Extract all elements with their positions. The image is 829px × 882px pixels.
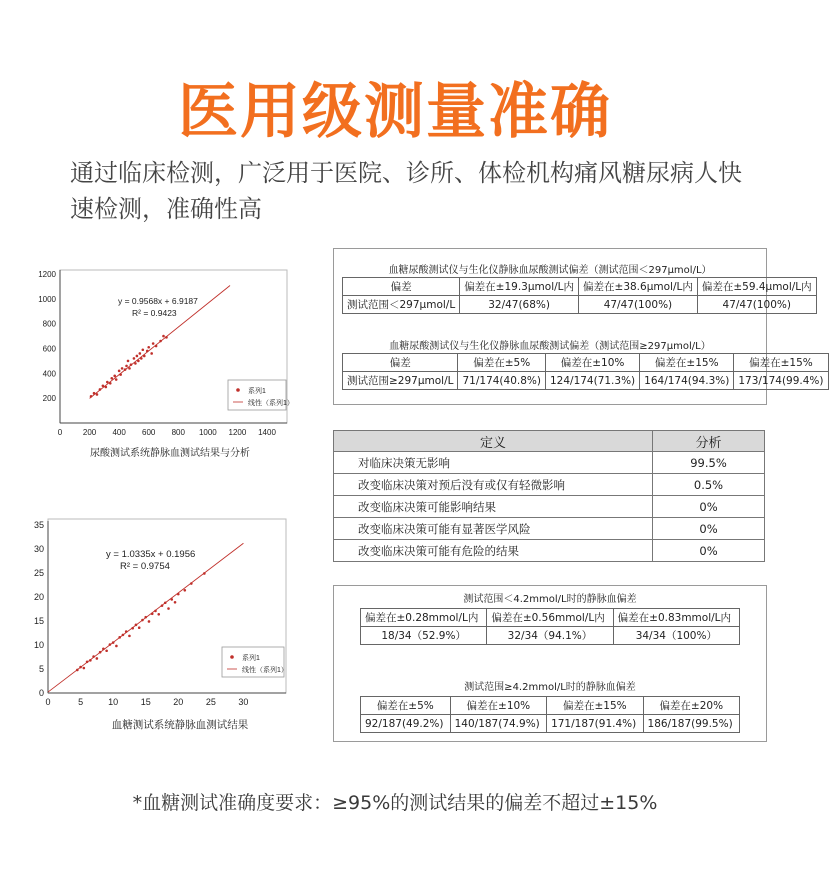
analysis-cell: 0% xyxy=(653,496,765,518)
data-point xyxy=(136,355,139,358)
y-tick-label: 30 xyxy=(33,544,44,554)
table4-cell: 171/187(91.4%) xyxy=(547,715,643,733)
data-point xyxy=(184,589,187,592)
table2-caption: 血糖尿酸测试仪与生化仪静脉血尿酸测试偏差（测试范围≥297μmol/L） xyxy=(389,341,711,352)
table3-caption: 测试范围＜4.2mmol/L时的静脉血偏差 xyxy=(463,594,637,605)
analysis-cell: 99.5% xyxy=(653,452,765,474)
y-tick-label: 800 xyxy=(42,319,56,329)
table3-header: 偏差在±0.56mmol/L内 xyxy=(487,609,613,627)
data-point xyxy=(150,352,153,355)
data-point xyxy=(148,620,151,623)
trendline-equation: y = 0.9568x + 6.9187 xyxy=(118,296,198,306)
data-point xyxy=(139,352,142,355)
table4-header: 偏差在±15% xyxy=(547,697,643,715)
data-point xyxy=(128,635,131,638)
table3-cell: 32/34（94.1%） xyxy=(487,627,613,645)
table1-cell: 32/47(68%) xyxy=(460,296,579,314)
table4-header: 偏差在±20% xyxy=(643,697,739,715)
table2-header: 偏差在±15% xyxy=(640,354,734,372)
y-tick-label: 200 xyxy=(42,394,56,404)
data-point xyxy=(157,613,160,616)
glucose-chart xyxy=(30,515,300,740)
data-point xyxy=(115,645,118,648)
data-point xyxy=(162,335,165,338)
table1-header: 偏差在±59.4μmol/L内 xyxy=(697,278,816,296)
legend-marker xyxy=(230,655,234,659)
table2-cell: 测试范围≥297μmol/L xyxy=(343,372,458,390)
x-tick-label: 1400 xyxy=(258,428,276,437)
x-tick-label: 0 xyxy=(57,428,63,437)
table4-header: 偏差在±10% xyxy=(450,697,546,715)
data-point xyxy=(105,649,108,652)
y-tick-label: 5 xyxy=(38,664,44,674)
x-tick-label: 10 xyxy=(108,697,119,707)
uric-acid-low-range-table xyxy=(342,277,817,314)
table4-cell: 140/187(74.9%) xyxy=(450,715,546,733)
table1-cell: 47/47(100%) xyxy=(579,296,698,314)
data-point xyxy=(133,357,136,360)
glucose-scatter-plot xyxy=(30,515,300,740)
uric-acid-chart-caption: 尿酸测试系统静脉血测试结果与分析 xyxy=(90,448,250,459)
glucose-high-range-table xyxy=(360,696,740,733)
table3-cell: 34/34（100%） xyxy=(613,627,739,645)
data-point xyxy=(115,378,118,381)
data-point xyxy=(138,626,141,629)
table2-header: 偏差在±5% xyxy=(458,354,546,372)
subtitle: 通过临床检测，广泛用于医院、诊所、体检机构痛风糖尿病人快速检测，准确性高 xyxy=(70,159,742,223)
y-tick-label: 10 xyxy=(33,640,44,650)
x-tick-label: 0 xyxy=(45,697,51,707)
legend-trendline-label: 线性（系列1） xyxy=(248,400,294,407)
table1-cell: 47/47(100%) xyxy=(697,296,816,314)
uric-acid-scatter-plot xyxy=(30,258,292,463)
table1-header: 偏差在±19.3μmol/L内 xyxy=(460,278,579,296)
uric-acid-high-range-table xyxy=(342,353,829,390)
table4-caption: 测试范围≥4.2mmol/L时的静脉血偏差 xyxy=(464,682,636,693)
r-squared-label: R² = 0.9423 xyxy=(132,308,177,318)
legend-series-label: 系列1 xyxy=(242,655,260,662)
x-tick-label: 20 xyxy=(173,697,184,707)
table3-header: 偏差在±0.83mmol/L内 xyxy=(613,609,739,627)
y-tick-label: 1200 xyxy=(38,270,56,279)
glucose-deviation-panel xyxy=(333,585,767,742)
y-tick-label: 0 xyxy=(38,688,44,698)
data-point xyxy=(127,360,130,363)
data-point xyxy=(174,601,177,604)
table1-header: 偏差在±38.6μmol/L内 xyxy=(579,278,698,296)
x-tick-label: 600 xyxy=(142,428,156,437)
data-point xyxy=(167,607,170,610)
data-point xyxy=(152,342,155,345)
data-point xyxy=(147,346,150,349)
x-tick-label: 1000 xyxy=(198,428,217,437)
definition-cell: 改变临床决策对预后没有或仅有轻微影响 xyxy=(334,474,653,496)
x-tick-label: 200 xyxy=(82,428,97,437)
data-point xyxy=(142,348,145,351)
uric-acid-deviation-panel xyxy=(333,248,824,405)
y-tick-label: 400 xyxy=(42,369,56,379)
table1-cell: 测试范围＜297μmol/L xyxy=(343,296,460,314)
analysis-cell: 0% xyxy=(653,540,765,562)
data-point xyxy=(83,667,86,670)
legend-series-label: 系列1 xyxy=(248,388,266,395)
analysis-header: 分析 xyxy=(653,431,765,452)
table2-cell: 164/174(94.3%) xyxy=(640,372,734,390)
table4-header: 偏差在±5% xyxy=(361,697,451,715)
table2-cell: 71/174(40.8%) xyxy=(458,372,546,390)
y-tick-label: 20 xyxy=(33,592,44,602)
glucose-chart-caption: 血糖测试系统静脉血测试结果 xyxy=(111,719,249,731)
uric-acid-chart xyxy=(30,258,292,463)
table1-caption: 血糖尿酸测试仪与生化仪静脉血尿酸测试偏差（测试范围＜297μmol/L） xyxy=(388,265,712,276)
y-tick-label: 25 xyxy=(33,568,44,578)
data-point xyxy=(113,375,116,378)
analysis-cell: 0% xyxy=(653,518,765,540)
x-tick-label: 30 xyxy=(238,697,249,707)
legend-marker xyxy=(236,388,240,392)
definition-cell: 对临床决策无影响 xyxy=(334,452,653,474)
y-tick-label: 1000 xyxy=(38,294,56,304)
table2-cell: 173/174(99.4%) xyxy=(734,372,828,390)
table2-header: 偏差在±10% xyxy=(545,354,639,372)
y-tick-label: 15 xyxy=(33,616,44,626)
table4-cell: 186/187(99.5%) xyxy=(643,715,739,733)
definition-cell: 改变临床决策可能有显著医学风险 xyxy=(334,518,653,540)
x-tick-label: 5 xyxy=(78,697,84,707)
table2-header: 偏差在±15% xyxy=(734,354,828,372)
table2-header: 偏差 xyxy=(343,354,458,372)
data-point xyxy=(121,367,124,370)
definition-cell: 改变临床决策可能有危险的结果 xyxy=(334,540,653,562)
definition-header: 定义 xyxy=(334,431,653,452)
page-title: 医用级测量准确 xyxy=(178,77,612,147)
data-point xyxy=(96,657,99,660)
table1-header: 偏差 xyxy=(343,278,460,296)
table3-cell: 18/34（52.9%） xyxy=(361,627,487,645)
definition-cell: 改变临床决策可能影响结果 xyxy=(334,496,653,518)
glucose-low-range-table xyxy=(360,608,740,645)
x-tick-label: 800 xyxy=(171,428,185,437)
data-point xyxy=(125,365,128,368)
clinical-impact-table xyxy=(333,430,765,562)
table4-cell: 92/187(49.2%) xyxy=(361,715,451,733)
table3-header: 偏差在±0.28mmol/L内 xyxy=(361,609,487,627)
y-tick-label: 600 xyxy=(42,344,56,354)
y-tick-label: 35 xyxy=(33,520,44,530)
x-tick-label: 15 xyxy=(140,697,151,707)
data-point xyxy=(110,377,113,380)
accuracy-footnote: *血糖测试准确度要求：≥95%的测试结果的偏差不超过±15% xyxy=(132,792,658,814)
legend-trendline-label: 线性（系列1） xyxy=(242,667,288,674)
analysis-cell: 0.5% xyxy=(653,474,765,496)
trendline-equation: y = 1.0335x + 0.1956 xyxy=(106,549,196,560)
table2-cell: 124/174(71.3%) xyxy=(545,372,639,390)
x-tick-label: 1200 xyxy=(228,428,247,437)
x-tick-label: 400 xyxy=(112,428,126,437)
data-point xyxy=(118,370,121,373)
x-tick-label: 25 xyxy=(205,697,216,707)
r-squared-label: R² = 0.9754 xyxy=(120,561,170,572)
